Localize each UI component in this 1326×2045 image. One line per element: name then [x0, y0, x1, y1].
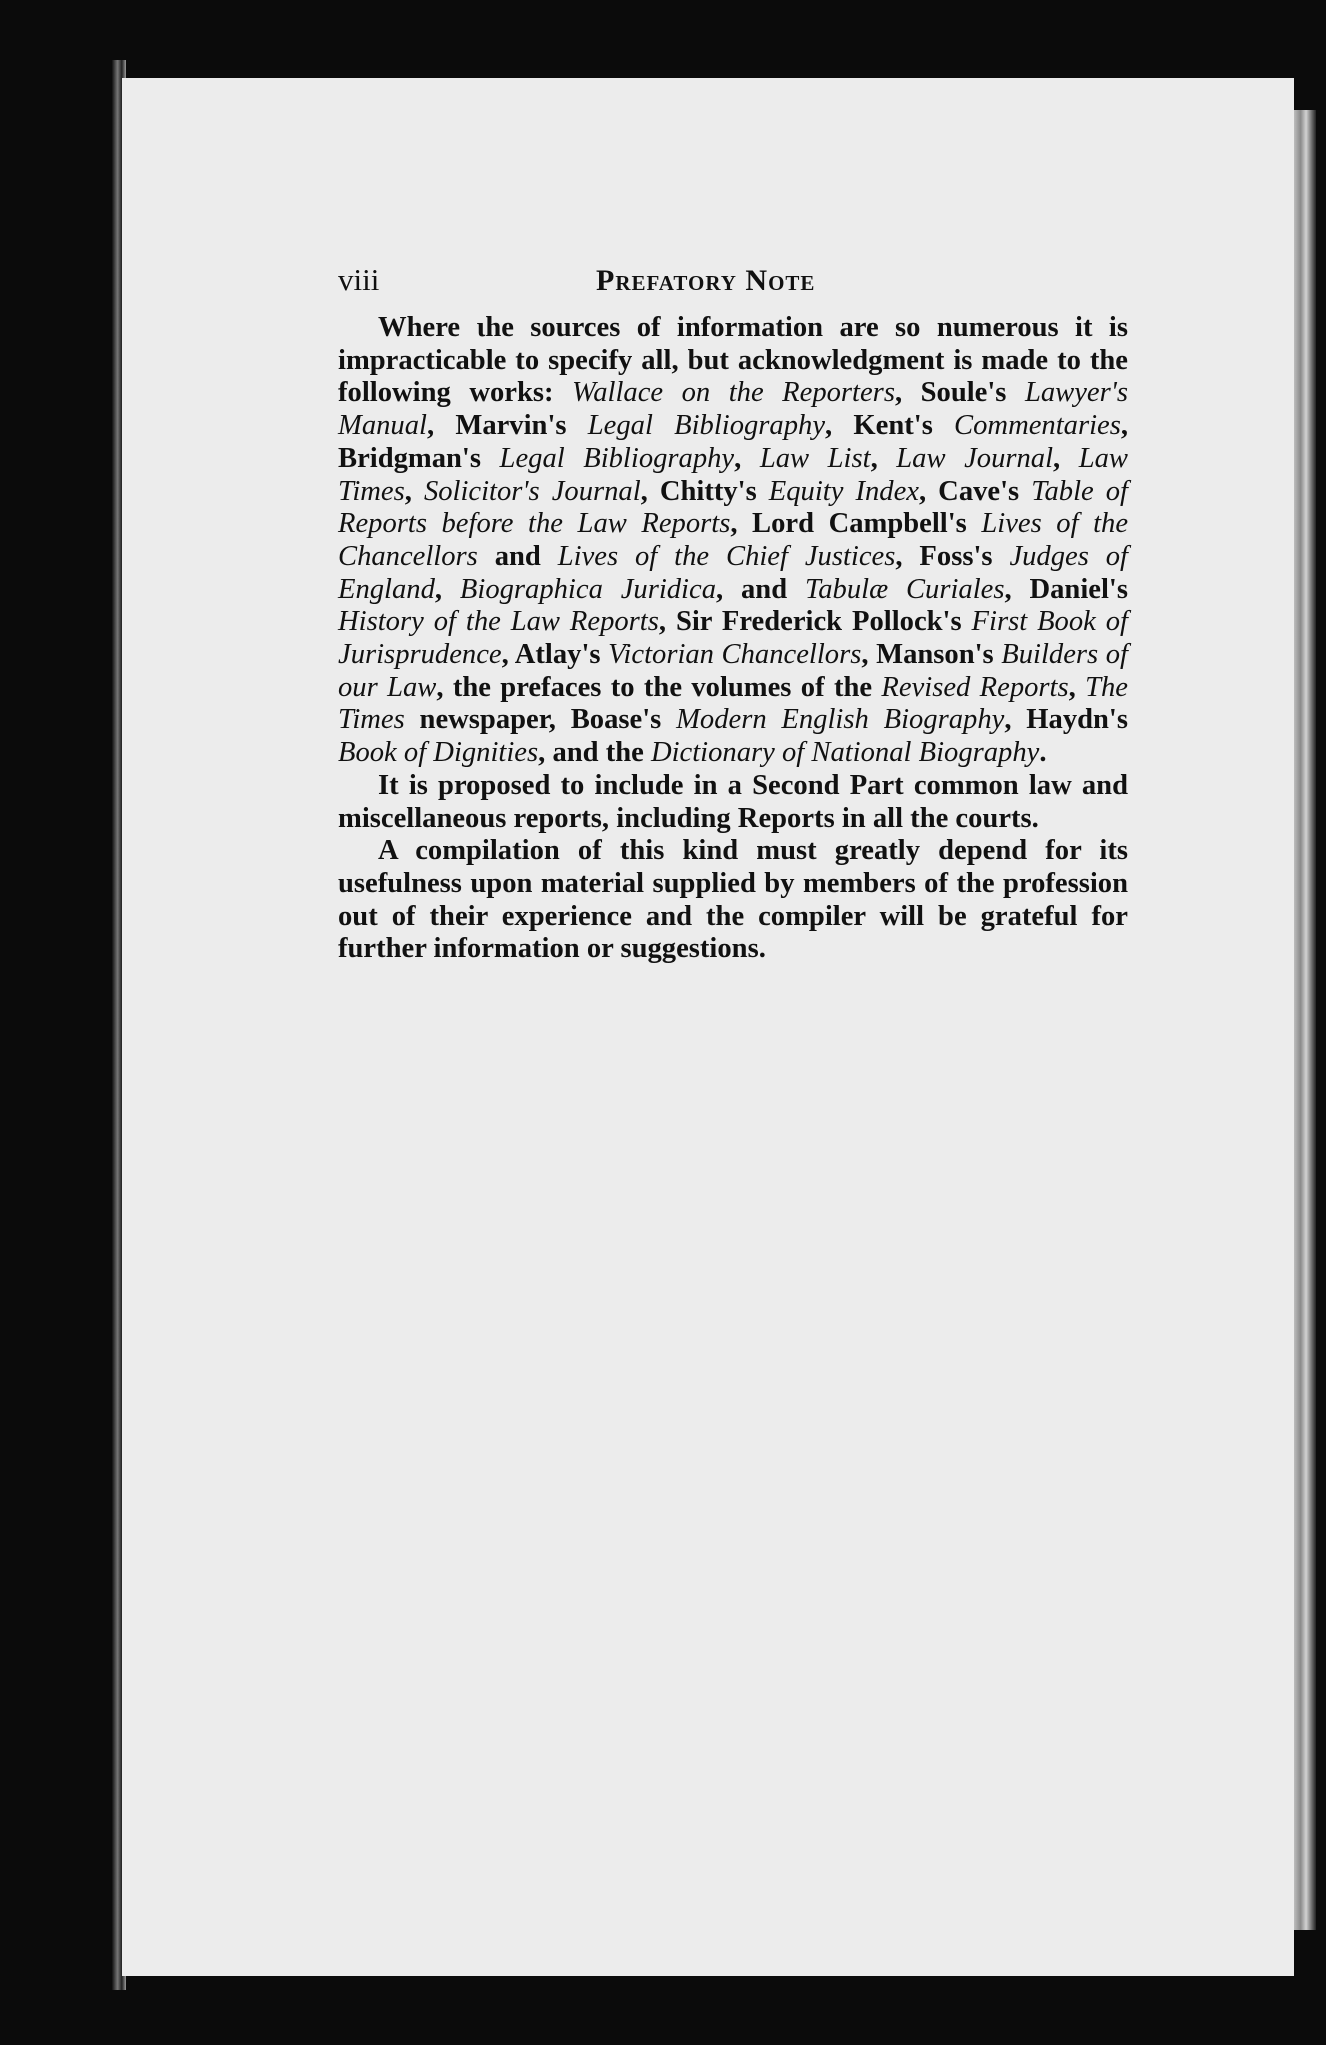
- paragraph-1: Where ιhe sources of information are so numerous it is impracticable to specify all, but acknowledgment is made to the following works: Wallace on the Reporters, Soule's Lawyer's Manual, Marvin's Legal Bibliography, Kent's Commentaries, Bridgman's Legal Bibliography, Law List, Law Journal, Law Times, Solicitor's Journal, Chitty's Equity Index, Cave's Table of Reports before the Law Reports, Lord Campbell's Lives of the Chancellors and Lives of the Chief Justices, Foss's Judges of England, Biographica Juridica, and Tabulæ Curiales, Daniel's History of the Law Reports, Sir Frederick Pollock's First Book of Jurisprudence, Atlay's Victorian Chancellors, Manson's Builders of our Law, the prefaces to the volumes of the Revised Reports, The Times newspaper, Boase's Modern English Biography, Haydn's Book of Dignities, and the Dictionary of National Biography.: [338, 312, 1129, 769]
- paragraph-2: It is proposed to include in a Second Part common law and miscellaneous reports, including Reports in all the courts.: [338, 769, 1128, 834]
- page-number: viii: [338, 262, 380, 297]
- page-edge-right: [1294, 110, 1316, 1930]
- paragraph-3: A compilation of this kind must greatly depend for its usefulness upon material supplied by members of the profession out of their experience and the compiler will be grateful for further information or suggestions.: [338, 835, 1128, 965]
- body-text: [338, 312, 1128, 966]
- page-header: [338, 262, 1128, 302]
- running-title: Prefatory Note: [596, 264, 816, 297]
